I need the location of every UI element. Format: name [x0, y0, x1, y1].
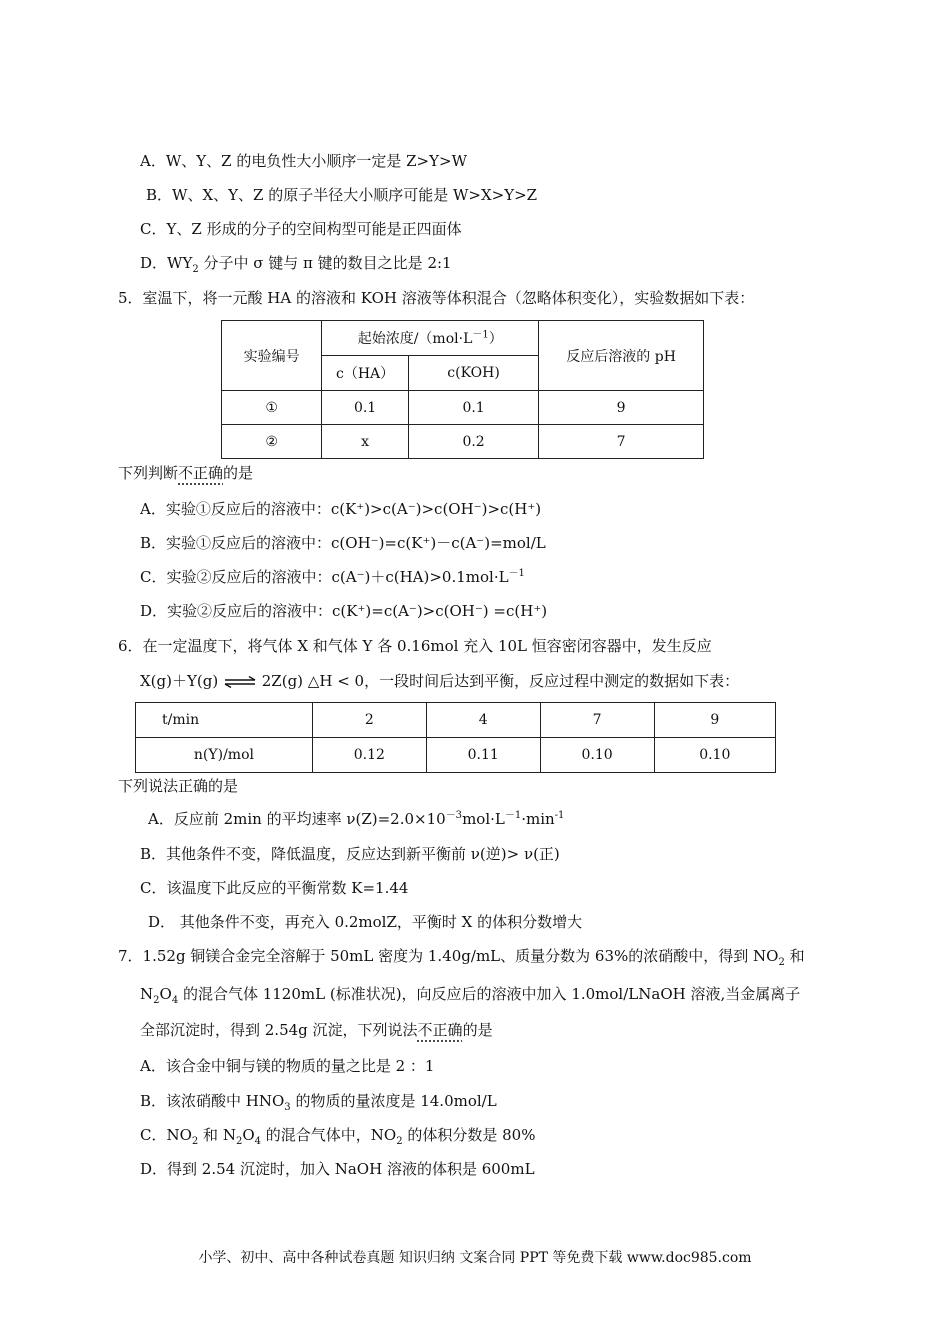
q5-header-conc: 起始浓度$/(mol\cdot L^{-1})$	[322, 321, 539, 356]
q5-header-koh: c(KOH)	[408, 356, 538, 391]
q4-option-c: C．Y、Z 形成的分子的空间构型可能是正四面体	[140, 220, 462, 238]
q6-value-2: 0.11	[426, 738, 540, 773]
q5-row2-ph: 7	[539, 425, 704, 459]
page-footer: 小学、初中、高中各种试卷真题 知识归纳 文案合同 PPT 等免费下载 www.doc985.com	[198, 1250, 752, 1266]
q5-option-d: D．实验②反应后的溶液中：c(K⁺)=c(A⁻)>c(OH⁻) =c(H⁺)	[140, 602, 548, 620]
q7-option-a: A．该合金中铜与镁的物质的量之比是 2 ：1	[140, 1057, 435, 1075]
q7-option-b: B．该浓硝酸中 $HNO_3$ 的物质的量浓度是 14.0mol/L	[140, 1092, 497, 1113]
q6-header-ny: n(Y)/mol	[136, 738, 313, 773]
q6-equation: X(g)＋Y(g) 2Z(g) △H < 0，一段时间后达到平衡，反应过程中测定的数据如下表：	[140, 672, 740, 690]
q5-option-b: B．实验①反应后的溶液中：c(OH⁻)=c(K⁺)－c(A⁻)=mol/L	[140, 534, 546, 552]
q5-row2-koh: 0.2	[408, 425, 538, 459]
q5-header-ha: c（HA）	[322, 356, 409, 391]
q6-stem: 6．在一定温度下，将气体 X 和气体 Y 各 0.16mol 充入 10L 恒容密闭容器中，发生反应	[118, 637, 712, 655]
q6-option-d: D． 其他条件不变，再充入 0.2molZ，平衡时 X 的体积分数增大	[148, 913, 583, 931]
q6-time-2: 4	[426, 703, 540, 738]
q4-option-b: B．W、X、Y、Z 的原子半径大小顺序可能是 W>X>Y>Z	[146, 186, 538, 204]
q6-time-1: 2	[312, 703, 426, 738]
q5-stem: 5．室温下，将一元酸 HA 的溶液和 KOH 溶液等体积混合（忽略体积变化），实验数据如下表：	[118, 289, 755, 307]
q6-header-time: t/min	[136, 703, 313, 738]
q6-option-b: B．其他条件不变，降低温度，反应达到新平衡前 ν(逆)> ν(正)	[140, 845, 560, 863]
q5-row1-ph: 9	[539, 391, 704, 425]
table-row	[136, 703, 776, 738]
emphasis-dots-text: 不正确	[417, 1021, 463, 1039]
q6-data-table	[135, 702, 776, 773]
q6-value-4: 0.10	[654, 738, 775, 773]
q6-time-4: 9	[654, 703, 775, 738]
table-row	[136, 738, 776, 773]
q7-stem-line3: 全部沉淀时，得到 2.54g 沉淀，下列说法不正确的是	[140, 1021, 493, 1039]
table-row	[222, 425, 704, 459]
q5-row1-ha: 0.1	[322, 391, 409, 425]
q5-row2-ha: x	[322, 425, 409, 459]
q6-value-1: 0.12	[312, 738, 426, 773]
q7-stem-line1: 7．1.52g 铜镁合金完全溶解于 50mL 密度为 1.40g/mL、质量分数为 63%的浓硝酸中，得到 $NO_2$ 和	[118, 947, 805, 968]
q5-row1-koh: 0.1	[408, 391, 538, 425]
q5-option-a: A．实验①反应后的溶液中：c(K⁺)>c(A⁻)>c(OH⁻)>c(H⁺)	[140, 500, 542, 518]
q7-option-d: D．得到 2.54 沉淀时，加入 NaOH 溶液的体积是 600mL	[140, 1160, 535, 1178]
q6-option-c: C．该温度下此反应的平衡常数 K=1.44	[140, 879, 409, 897]
q4-option-d: D．$WY_2$ 分子中 σ 键与 π 键的数目之比是 2:1	[140, 254, 452, 275]
q6-time-3: 7	[540, 703, 654, 738]
table-row	[222, 391, 704, 425]
q4-option-a: A．W、Y、Z 的电负性大小顺序一定是 Z>Y>W	[140, 152, 467, 170]
equilibrium-arrow-icon	[223, 676, 257, 688]
q7-stem-line2: $N_2O_4$ 的混合气体 1120mL (标准状况)，向反应后的溶液中加入 1.0mol/LNaOH 溶液,当金属离子	[140, 985, 801, 1006]
emphasis-dots-text: 不正确	[178, 464, 224, 482]
q6-question: 下列说法正确的是	[118, 777, 239, 795]
q5-row2-id: ②	[222, 425, 322, 459]
q5-header-ph: 反应后溶液的 pH	[539, 321, 704, 391]
q5-option-c: C．实验②反应后的溶液中：$c(A^-)+c(HA)>0.1mol\cdot L^{-1}$	[140, 568, 525, 586]
q6-option-a: A．反应前 2min 的平均速率 $\nu(Z)=2.0\times 10^{-3}mol\cdot L^{-1}\cdot\min^{-1}$	[148, 810, 565, 828]
q5-data-table	[221, 320, 704, 459]
q5-question: 下列判断不正确的是	[118, 464, 254, 482]
q5-header-id: 实验编号	[222, 321, 322, 391]
q5-row1-id: ①	[222, 391, 322, 425]
q6-value-3: 0.10	[540, 738, 654, 773]
q7-option-c: C．$NO_2$ 和 $N_2O_4$ 的混合气体中，$NO_2$ 的体积分数是 80%	[140, 1126, 536, 1147]
